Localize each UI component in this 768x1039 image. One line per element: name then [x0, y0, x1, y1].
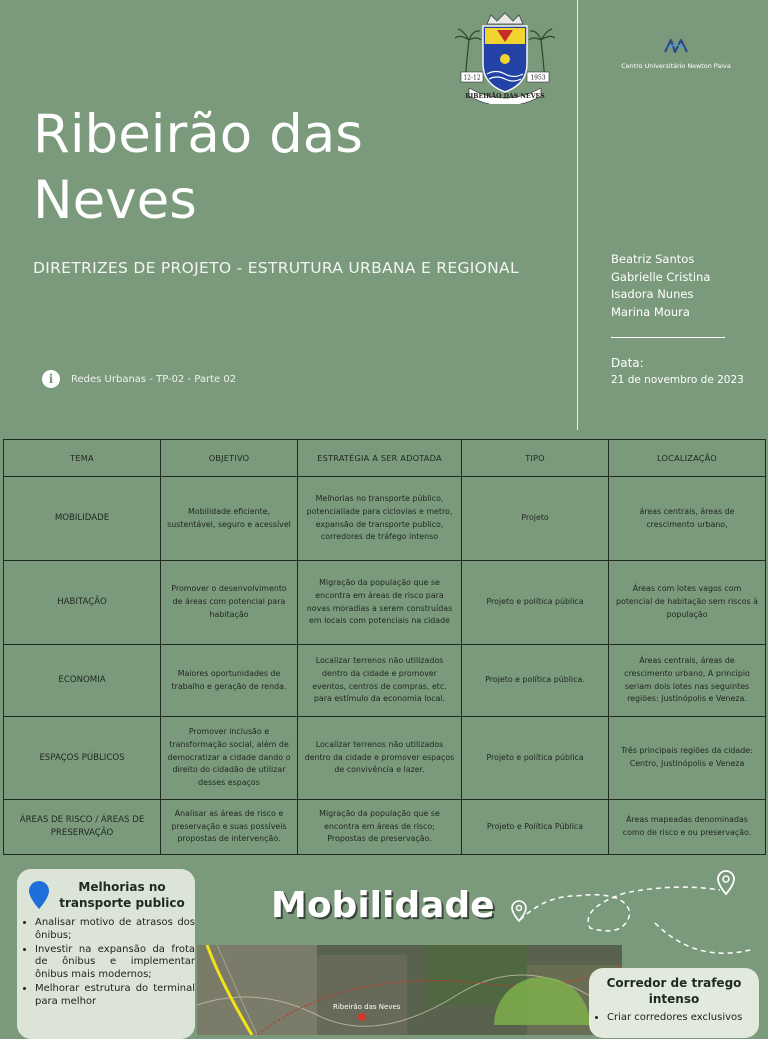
- cell-localizacao: áreas centrais, áreas de crescimento urbano,: [609, 477, 766, 561]
- map-place-label: Ribeirão das Neves: [333, 1003, 401, 1011]
- table-row: [4, 561, 766, 645]
- crest-banner-text: RIBEIRÃO DAS NEVES: [465, 93, 545, 100]
- date-value: 21 de novembro de 2023: [611, 374, 744, 386]
- table-row: [4, 717, 766, 800]
- date-label: Data:: [611, 356, 644, 370]
- university-name: Centro Universitário Newton Paiva: [621, 62, 731, 70]
- cell-localizacao: Áreas com lotes vagos com potencial de habitação sem riscos à população: [609, 561, 766, 645]
- list-item: • Analisar motivo de atrasos dos ônibus;: [35, 917, 195, 943]
- cell-tipo: Projeto e política pública: [462, 561, 609, 645]
- location-pin-icon: [512, 901, 526, 921]
- section-title-mobilidade: Mobilidade: [271, 885, 495, 926]
- table-row: [4, 800, 766, 855]
- crest-year-left: 12-12: [463, 74, 481, 82]
- author-name: Isadora Nunes: [611, 287, 694, 302]
- cell-tipo: Projeto e política pública: [462, 717, 609, 800]
- cell-tema: HABITAÇÃO: [4, 561, 161, 645]
- list-item: • Investir na expansão da frota de ônibus e implementar ônibus mais modernos;: [35, 944, 195, 982]
- cell-tema: ECONOMIA: [4, 645, 161, 717]
- course-label: Redes Urbanas - TP-02 - Parte 02: [71, 373, 237, 385]
- cell-estrategia: Localizar terrenos não utilizados dentro da cidade e promover eventos, centros de compras, etc. para estímulo da economia local.: [298, 645, 462, 717]
- cell-objetivo: Mobilidade eficiente, sustentável, seguro e acessível: [161, 477, 298, 561]
- cell-estrategia: Migração da população que se encontra em áreas de risco para novas moradias a serem construídas em locais com potenciais na cidade: [298, 561, 462, 645]
- cell-localizacao: Áreas mapeadas denominadas como de risco e ou preservação.: [609, 800, 766, 855]
- cell-tipo: Projeto: [462, 477, 609, 561]
- guidelines-table: [3, 439, 766, 855]
- cell-tema: ESPAÇOS PÚBLICOS: [4, 717, 161, 800]
- page-subtitle: DIRETRIZES DE PROJETO - ESTRUTURA URBANA E REGIONAL: [33, 259, 519, 277]
- cell-objetivo: Promover inclusão e transformação social, além de democratizar a cidade dando o direito do cidadão de utilizar desses espaços: [161, 717, 298, 800]
- table-row: [4, 645, 766, 717]
- location-pin-icon: [718, 871, 734, 894]
- col-header-tema: TEMA: [4, 440, 161, 477]
- col-header-localizacao: LOCALIZAÇÃO: [609, 440, 766, 477]
- authors-divider: [611, 337, 725, 338]
- city-crest: [455, 12, 555, 104]
- col-header-objetivo: OBJETIVO: [161, 440, 298, 477]
- card-corredor-trafego: [589, 968, 759, 1038]
- newton-paiva-logo-icon: [663, 38, 689, 54]
- cell-estrategia: Melhorias no transporte público, potencialiade para ciclovias e metro, expansão de transporte publico, corredores de tráfego intenso: [298, 477, 462, 561]
- university-logo: [611, 38, 741, 70]
- card-title: Corredor de trafego intenso: [606, 976, 742, 1006]
- col-header-estrategia: ESTRATÉGIA A SER ADOTADA: [298, 440, 462, 477]
- card-list: [25, 917, 195, 1010]
- table-row: [4, 477, 766, 561]
- page-title: Ribeirão das Neves: [33, 104, 363, 231]
- cell-tipo: Projeto e política pública.: [462, 645, 609, 717]
- list-item: • Melhorar estrutura do terminal para melhor: [35, 983, 195, 1009]
- table-header-row: [4, 440, 766, 477]
- authors-list: [611, 251, 710, 321]
- info-icon: i: [42, 370, 60, 388]
- cell-estrategia: Migração da população que se encontra em áreas de risco; Propostas de preservação.: [298, 800, 462, 855]
- cell-tema: MOBILIDADE: [4, 477, 161, 561]
- col-header-tipo: TIPO: [462, 440, 609, 477]
- course-info: [42, 370, 236, 388]
- cell-objetivo: Analisar as áreas de risco e preservação e suas possíveis propostas de intervenção.: [161, 800, 298, 855]
- vertical-divider: [577, 0, 578, 430]
- crest-year-right: 1953: [530, 74, 546, 82]
- list-item: • Criar corredores exclusivos: [607, 1011, 759, 1024]
- cell-localizacao: Três principais regiões da cidade: Centro, Justinópolis e Veneza: [609, 717, 766, 800]
- cell-tipo: Projeto e Política Pública: [462, 800, 609, 855]
- cell-localizacao: Áreas centrais, áreas de crescimento urbano, A princípio seriam dois lotes nas seguintes regiões: Justinópolis e Veneza.: [609, 645, 766, 717]
- cell-estrategia: Localizar terrenos não utilizados dentro da cidade e promover espaços de convivência e lazer.: [298, 717, 462, 800]
- author-name: Marina Moura: [611, 304, 690, 319]
- map-marker-icon: [29, 881, 49, 909]
- card-title: Melhorias no transporte publico: [59, 880, 185, 910]
- cell-objetivo: Maiores oportunidades de trabalho e geração de renda.: [161, 645, 298, 717]
- cell-objetivo: Promover o desenvolvimento de áreas com potencial para habitação: [161, 561, 298, 645]
- dashed-route: [505, 868, 755, 963]
- author-name: Gabrielle Cristina: [611, 269, 711, 284]
- highlight-area: [492, 975, 592, 1025]
- author-name: Beatriz Santos: [611, 252, 695, 266]
- cell-tema: ÁREAS DE RISCO / ÁREAS DE PRESERVAÇÃO: [4, 800, 161, 855]
- card-list: [597, 1011, 759, 1024]
